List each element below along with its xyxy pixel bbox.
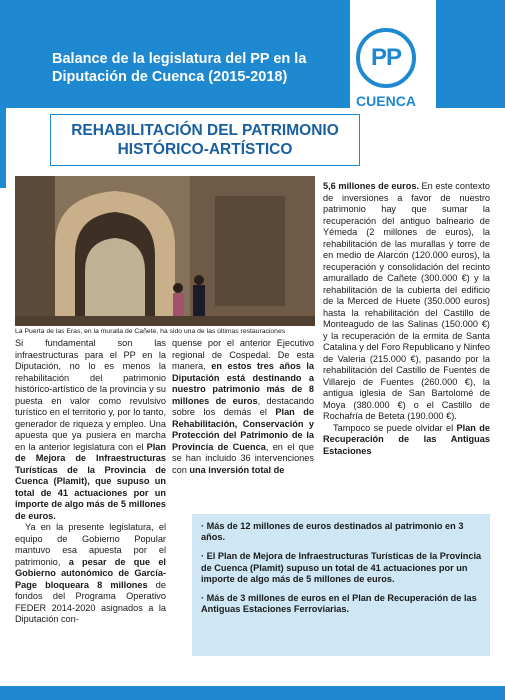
- col2-paragraph: [172, 338, 314, 476]
- text-column-2: [172, 338, 314, 476]
- col2-bold-text: en estos tres años la Diputación está destinando a nuestro patrimonio más de 8 millones de euros: [172, 361, 314, 406]
- text-column-3: [323, 181, 490, 457]
- section-title-line-1: REHABILITACIÓN DEL PATRIMONIO: [71, 122, 339, 139]
- page-title-line-2: Diputación de Cuenca (2015-2018): [52, 69, 288, 85]
- gate-photo: [15, 176, 315, 326]
- col2-bold-text: Plan de Rehabilitación, Conservación y Protección del Patrimonio de la Provincia de Cuenca: [172, 407, 314, 452]
- col1-text: Si fundamental son las infraestructuras para el PP en la Diputación, no lo es menos la rehabilitación del patrimonio histórico-artístico de la provincia y su puesta en valor como revulsivo turístico en el territorio y, por lo tanto, generador de riqueza y empleo. Una apuesta que ya pusiera en marcha en la anterior legislatura con el: [15, 338, 166, 452]
- page-title-line-1: Balance de la legislatura del PP en la: [52, 51, 307, 67]
- col1-paragraph-1: [15, 338, 166, 522]
- section-title-box: [50, 114, 360, 166]
- pp-logo-caption: CUENCA: [356, 93, 416, 109]
- col1-paragraph-2: [15, 522, 166, 626]
- col3-bold-text: 5,6 millones de euros.: [323, 181, 419, 191]
- text-column-1: [15, 338, 166, 626]
- col3-text: Tampoco se puede olvidar el: [333, 422, 457, 433]
- col1-bold-text: a pesar de que el Gobierno autonómico de García-Page bloqueara 8 millones: [15, 556, 166, 590]
- highlight-item: · Más de 12 millones de euros destinados al patrimonio en 3 años.: [201, 521, 464, 543]
- col3-bold-text: Plan de Recuperación de las Antiguas Estaciones: [323, 422, 490, 456]
- section-title-line-2: HISTÓRICO-ARTÍSTICO: [117, 141, 293, 158]
- pp-logo-letters: PP: [370, 44, 401, 71]
- footer-band: [0, 686, 505, 700]
- col3-text: En este contexto de inversiones a favor de nuestro patrimonio hay que sumar la recuperación del antiguo balneario de Yémeda (2 millones de euros), la rehabilitación de las murallas y torre de en medio de Alarcón (120.000 euros), la recuperación y consolidación del recinto amurallado de Cañete (300.000 €) y la rehabilitación de la cubierta del edificio de la Merced de Huete (350.000 euros) hasta la rehabilitación del Castillo de Monteagudo de las Salinas (150.000 €) y la recuperación de la ermita de Santa Catalina y del Foro Republicano y Ninfeo de Valeria (215.000 €), pasando por la rehabilitación del Castillo de Fuentes de Villarejo de Fuentes (260.000 €), la antigua iglesia de San Bartolomé de Moya (380.000 €) o el Castillo de Rochafría de Beteta (190.000 €).: [323, 181, 490, 421]
- highlight-item: · Más de 3 millones de euros en el Plan de Recuperación de las Antiguas Estaciones Ferroviarias.: [201, 593, 477, 615]
- col2-text: , en el que se han incluido 36 intervenciones con: [172, 441, 314, 475]
- col3-paragraph-2: [323, 423, 490, 458]
- col1-text: Ya en la presente legislatura, el equipo de Gobierno Popular mantuvo esa apuesta por el patrimonio,: [15, 522, 166, 567]
- col3-paragraph-1: [323, 181, 490, 423]
- left-accent-stripe: [0, 108, 6, 188]
- highlight-item: · El Plan de Mejora de Infraestructuras Turísticas de la Provincia de Cuenca (Plamit) supuso un total de 41 actuaciones por un importe de algo más de 5 millones de euros.: [201, 551, 482, 584]
- pp-logo: [350, 0, 436, 122]
- col2-text: quense por el anterior Ejecutivo regional de Cospedal. De esta manera,: [172, 338, 314, 371]
- pp-logo-icon: [356, 28, 416, 88]
- page-title: [52, 50, 352, 86]
- gate-photo-illustration: [15, 176, 315, 326]
- col1-bold-text: Plan de Mejora de Infraestructuras Turísticas de la Provincia de Cuenca (Plamit), que supuso un total de 41 actuaciones por un importe de algo más de 5 millones de euros.: [15, 441, 166, 521]
- photo-caption: La Puerta de las Eras, en la muralla de Cañete, ha sido una de las últimas restauraciones: [15, 328, 286, 335]
- highlights-box: [192, 514, 490, 656]
- col1-text: de fondos del Programa Operativo FEDER 2014-2020 asignados a la Diputación con-: [15, 579, 166, 624]
- col2-text: , destacando sobre los demás el: [172, 395, 314, 417]
- col2-bold-text: una inversión total de: [189, 464, 285, 475]
